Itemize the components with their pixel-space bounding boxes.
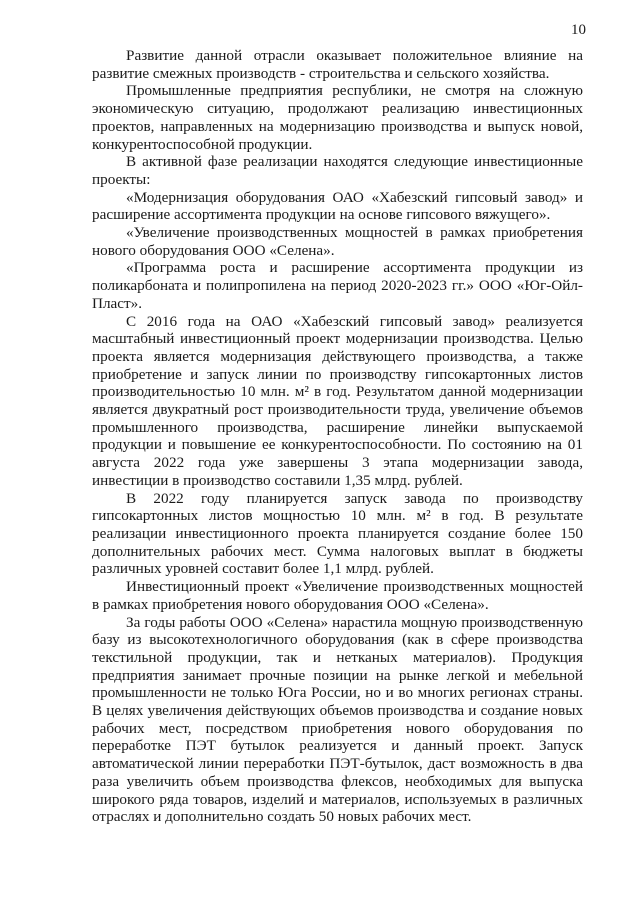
page-number: 10 [571, 22, 586, 38]
paragraph: «Программа роста и расширение ассортимента продукции из поликарбоната и полипропилена на период 2020-2023 гг.» ООО «Юг-Ойл-Пласт». [92, 259, 583, 312]
paragraph: «Увеличение производственных мощностей в рамках приобретения нового оборудования ООО «Селена». [92, 224, 583, 259]
paragraph: Промышленные предприятия республики, не смотря на сложную экономическую ситуацию, продолжают реализацию инвестиционных проектов, направленных на модернизацию производства и выпуск новой, конкурентоспособной продукции. [92, 82, 583, 153]
paragraph: С 2016 года на ОАО «Хабезский гипсовый завод» реализуется масштабный инвестиционный проект модернизации производства. Целью проекта является модернизация действующего производства, а также приобретение и запуск линии по производству гипсокартонных листов производительностью 10 млн. м² в год. Результатом данной модернизации является двукратный рост производительности труда, увеличение объемов промышленного производства, расширение линейки выпускаемой продукции и повышение ее конкурентоспособности. По состоянию на 01 августа 2022 года уже завершены 3 этапа модернизации завода, инвестиции в производство составили 1,35 млрд. рублей. [92, 312, 583, 489]
paragraph: За годы работы ООО «Селена» нарастила мощную производственную базу из высокотехнологичного оборудования (как в сфере производства текстильной продукции, так и нетканых материалов). Продукция предприятия занимает прочные позиции на рынке легкой и мебельной промышленности не только Юга России, но и во многих регионах страны. В целях увеличения действующих объемов производства и создание новых рабочих мест, посредством приобретения нового оборудования по переработке ПЭТ бутылок реализуется и данный проект. Запуск автоматической линии переработки ПЭТ-бутылок, даст возможность в два раза увеличить объем производства флексов, необходимых для выпуска широкого ряда товаров, изделий и материалов, используемых в различных отраслях и дополнительно создать 50 новых рабочих мест. [92, 613, 583, 826]
paragraph: В 2022 году планируется запуск завода по производству гипсокартонных листов мощностью 10 млн. м² в год. В результате реализации инвестиционного проекта планируется создание более 150 дополнительных рабочих мест. Сумма налоговых выплат в бюджеты различных уровней составит более 1,1 млрд. рублей. [92, 489, 583, 578]
document-body [92, 47, 583, 826]
paragraph: Инвестиционный проект «Увеличение производственных мощностей в рамках приобретения нового оборудования ООО «Селена». [92, 578, 583, 613]
paragraph: «Модернизация оборудования ОАО «Хабезский гипсовый завод» и расширение ассортимента продукции на основе гипсового вяжущего». [92, 188, 583, 224]
paragraph: Развитие данной отрасли оказывает положительное влияние на развитие смежных производств - строительства и сельского хозяйства. [92, 47, 583, 82]
paragraph: В активной фазе реализации находятся следующие инвестиционные проекты: [92, 153, 583, 188]
